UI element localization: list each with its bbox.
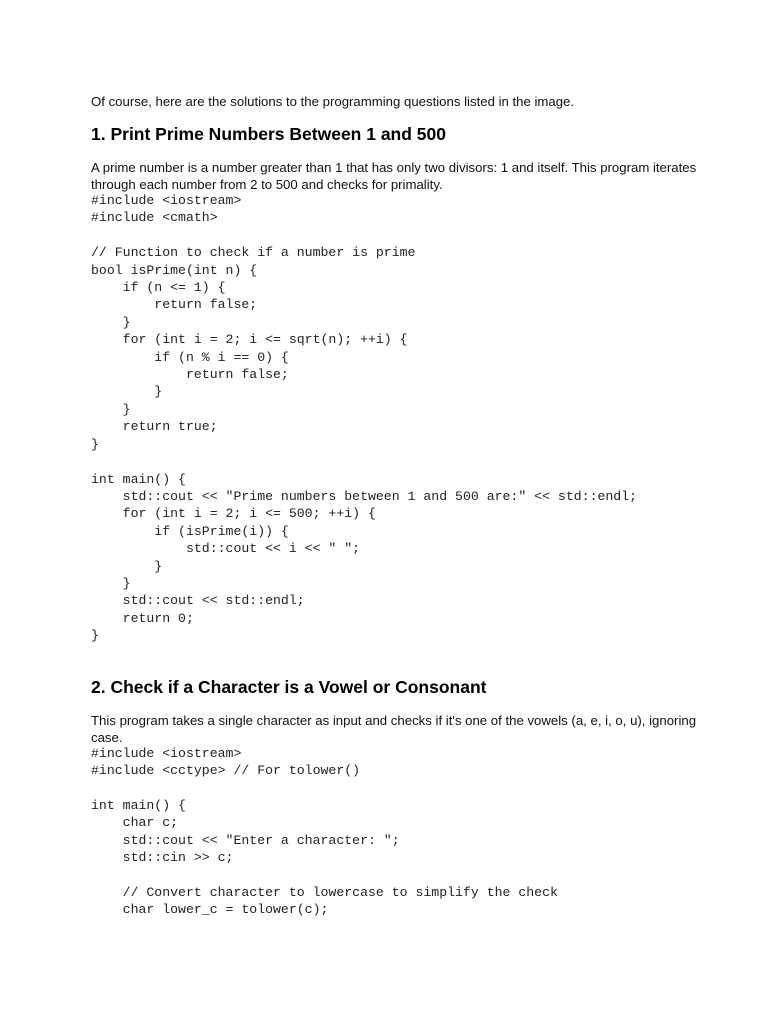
document-page <box>91 93 731 919</box>
intro-text: Of course, here are the solutions to the programming questions listed in the image. <box>91 94 575 109</box>
section-1-heading: 1. Print Prime Numbers Between 1 and 500 <box>91 124 446 144</box>
section-2-heading: 2. Check if a Character is a Vowel or Consonant <box>91 676 487 697</box>
section-1-description: A prime number is a number greater than 1 that has only two divisors: 1 and itself. This program iterates through each number from 2 to 500 and checks for primality. <box>91 160 697 192</box>
section-1-code-block: #include <iostream> #include <cmath> // Function to check if a number is prime bool isPrime(int n) { if (n <= 1) { return false; } for (int i = 2; i <= sqrt(n); ++i) { if (n % i == 0) { return false; } } return true; } int main() { std::cout << "Prime numbers between 1 and 500 are:" << std::endl; for (int i = 2; i <= 500; ++i) { if (isPrime(i)) { std::cout << i << " "; } } std::cout << std::endl; return 0; } <box>91 193 638 644</box>
section-2-description: This program takes a single character as input and checks if it's one of the vowels (a, e, i, o, u), ignoring case. <box>91 712 697 745</box>
section-2-code-block: #include <iostream> #include <cctype> // For tolower() int main() { char c; std::cout << "Enter a character: "; std::cin >> c; // Convert character to lowercase to simplify the check char lower_c = tolower(c); <box>91 745 558 918</box>
